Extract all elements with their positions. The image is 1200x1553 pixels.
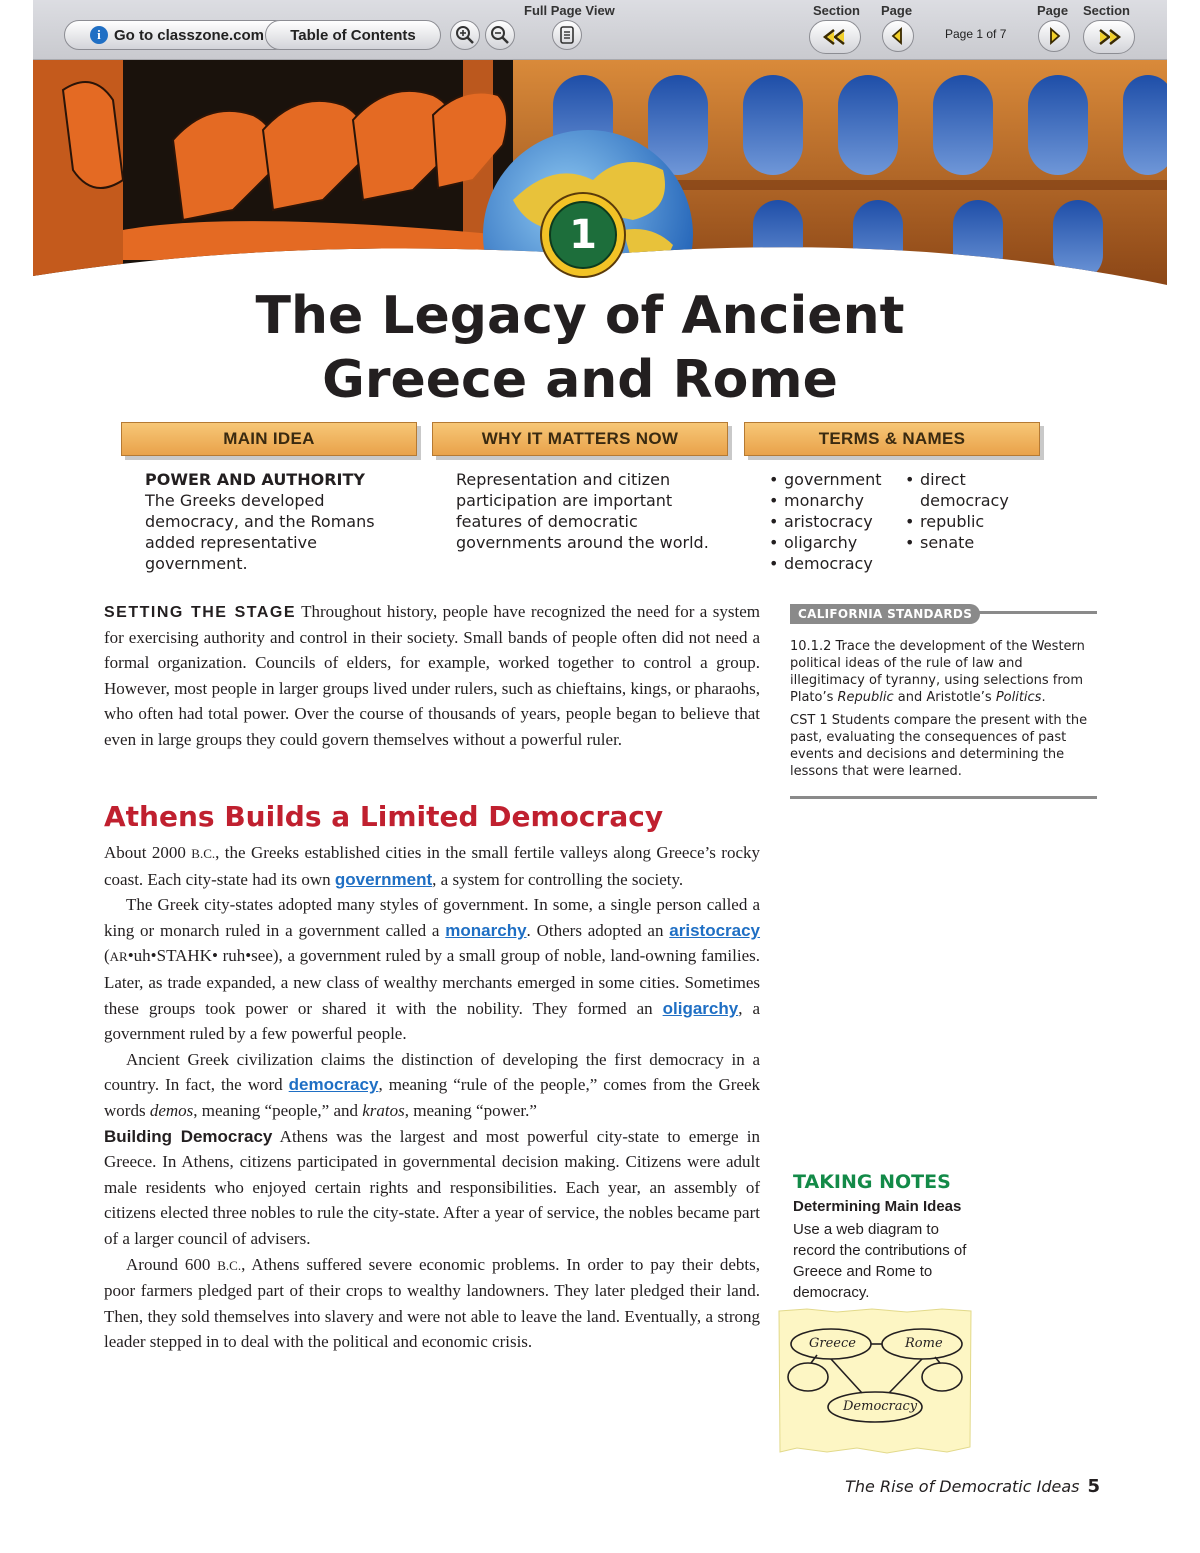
main-idea-lead: POWER AND AUTHORITY bbox=[145, 470, 365, 489]
diagram-node-greece: Greece bbox=[809, 1336, 856, 1351]
chevron-right-icon bbox=[1045, 27, 1063, 45]
term-government-link[interactable]: government bbox=[334, 869, 433, 889]
list-item: • aristocracy bbox=[767, 511, 897, 532]
text-run: About 2000 bbox=[104, 843, 192, 862]
standard-10-1-2 bbox=[790, 638, 1095, 706]
chapter-title bbox=[0, 284, 1160, 412]
text-run: , meaning “rule of the people,” comes from the Greek words bbox=[104, 1075, 761, 1120]
standards-bottom-rule bbox=[790, 796, 1097, 799]
reader-toolbar bbox=[33, 0, 1167, 60]
zoom-in-icon bbox=[455, 25, 475, 45]
book-title: Politics bbox=[995, 690, 1042, 705]
main-idea-body: The Greeks developed democracy, and the Romans added representative government. bbox=[145, 491, 375, 573]
pronunciation-stress: AR bbox=[109, 949, 128, 965]
era-abbrev: B.C. bbox=[191, 846, 216, 861]
double-chevron-right-icon bbox=[1094, 27, 1124, 47]
text-run: . Others adopted an bbox=[526, 920, 670, 940]
text-run: ( bbox=[104, 946, 110, 966]
why-it-matters-header: WHY IT MATTERS NOW bbox=[432, 422, 728, 456]
main-idea-header: MAIN IDEA bbox=[121, 422, 417, 456]
setting-the-stage bbox=[104, 599, 760, 753]
chapter-number: 1 bbox=[549, 201, 617, 269]
running-footer-title: The Rise of Democratic Ideas bbox=[845, 1477, 1080, 1496]
diagram-node-rome: Rome bbox=[905, 1336, 943, 1351]
list-item: • republic bbox=[903, 511, 1023, 532]
text-run: , Athens suffered severe economic problems. In order to pay their debts, poor farmers pledged part of their crops to wealthy landowners. They later pledged their land. Then, they sold themselves into slavery and were not able to leave the land. Eventually, a strong leader stepped in to deal with the political and economic crisis. bbox=[104, 1254, 760, 1352]
text-run: Ancient Greek civilization claims the distinction of developing the first democracy in a country. In fact, the word bbox=[104, 1049, 760, 1095]
table-of-contents-button[interactable] bbox=[265, 20, 441, 50]
term-monarchy-link[interactable]: monarchy bbox=[445, 920, 527, 940]
paragraph-3 bbox=[104, 1047, 760, 1124]
greek-word-demos: demos bbox=[149, 1100, 194, 1120]
next-section-button[interactable] bbox=[1083, 20, 1135, 54]
page-indicator: Page 1 of 7 bbox=[945, 27, 1007, 41]
list-item: • senate bbox=[903, 532, 1023, 553]
list-item: • government bbox=[767, 469, 897, 490]
pronunciation: •uh•STAHK• ruh•see) bbox=[127, 946, 279, 966]
diagram-node-democracy: Democracy bbox=[843, 1399, 918, 1414]
text-run: 10.1.2 Trace the development of the Western political ideas of the rule of law and illegitimacy of tyranny, using selections from Plato’s bbox=[790, 639, 1085, 705]
chapter-title-line2: Greece and Rome bbox=[322, 350, 838, 410]
zoom-out-icon bbox=[490, 25, 510, 45]
page-footer bbox=[800, 1476, 1100, 1497]
standards-tag: CALIFORNIA STANDARDS bbox=[790, 604, 980, 624]
section-label-right: Section bbox=[1083, 3, 1130, 18]
text-run: , a system for controlling the society. bbox=[432, 869, 684, 889]
info-icon: i bbox=[90, 26, 108, 44]
previous-page-button[interactable] bbox=[882, 20, 914, 52]
paragraph-1 bbox=[104, 840, 760, 892]
term-aristocracy-link[interactable]: aristocracy bbox=[669, 920, 761, 940]
page-number: 5 bbox=[1087, 1476, 1100, 1497]
text-run: Athens was the largest and most powerful city-state to emerge in Greece. In Athens, citizens participated in governmental decision making. Citizens were adult male residents who enjoyed certain rights and responsibilities. Each year, an assembly of citizens elected three nobles to rule the city-state. After a year of service, the nobles became part of a larger council of advisers. bbox=[104, 1126, 760, 1248]
text-run: , meaning “power.” bbox=[404, 1100, 537, 1120]
greek-word-kratos: kratos bbox=[362, 1100, 405, 1120]
paragraph-5 bbox=[104, 1252, 760, 1355]
classzone-button[interactable] bbox=[64, 20, 290, 50]
why-it-matters-text: Representation and citizen participation are important features of democratic governments around the world. bbox=[456, 470, 709, 552]
section-body bbox=[104, 840, 760, 1355]
setting-stage-lead: SETTING THE STAGE bbox=[104, 604, 297, 621]
list-item: • oligarchy bbox=[767, 532, 897, 553]
main-idea-text bbox=[145, 469, 395, 574]
text-run: and Aristotle’s bbox=[893, 690, 996, 705]
era-abbrev: B.C. bbox=[217, 1257, 242, 1273]
taking-notes-subhead: Determining Main Ideas bbox=[793, 1198, 962, 1215]
text-run: , a government ruled by a small group of noble, land-owning families. Later, as trade expanded, a new class of wealthy merchants emerged in some cities. Sometimes these groups took power or shared it with the nobility. They formed an bbox=[104, 946, 760, 1018]
text-run: , meaning “people,” and bbox=[193, 1100, 363, 1120]
standard-cst-1: CST 1 Students compare the present with the past, evaluating the consequences of past events and decisions and determining the lessons that were learned. bbox=[790, 713, 1088, 779]
setting-stage-text: Throughout history, people have recognized the need for a system for exercising authority and control in their society. Small bands of people often did not need a formal organization. Councils of elders, for example, worked together to control a group. However, most people in larger groups lived under rulers, such as chieftains, kings, or pharaohs, who often had total power. Over the course of thousands of years, people began to believe that even in large groups they could govern themselves without a powerful ruler. bbox=[104, 602, 760, 749]
terms-list-1 bbox=[767, 469, 897, 574]
section-label-left: Section bbox=[813, 3, 860, 18]
classzone-label: Go to classzone.com bbox=[113, 26, 265, 44]
web-diagram-notepad bbox=[777, 1307, 973, 1454]
zoom-out-button[interactable] bbox=[485, 20, 515, 50]
text-run: Around 600 bbox=[126, 1254, 218, 1274]
paragraph-4 bbox=[104, 1124, 760, 1252]
book-title: Republic bbox=[837, 690, 894, 705]
chevron-left-icon bbox=[889, 27, 907, 45]
section-heading: Athens Builds a Limited Democracy bbox=[104, 800, 664, 833]
taking-notes-body: Use a web diagram to record the contributions of Greece and Rome to democracy. bbox=[793, 1221, 967, 1301]
terms-list-2 bbox=[903, 469, 1023, 553]
text-run: The Greek city-states adopted many styles of government. In some, a single person called a king or monarch ruled in a government called a bbox=[104, 895, 760, 940]
paragraph-2 bbox=[104, 892, 760, 1047]
full-page-label: Full Page View bbox=[524, 3, 615, 18]
toc-label: Table of Contents bbox=[290, 26, 416, 44]
full-page-view-button[interactable] bbox=[552, 20, 582, 50]
double-chevron-left-icon bbox=[820, 27, 850, 47]
zoom-in-button[interactable] bbox=[450, 20, 480, 50]
terms-names-header: TERMS & NAMES bbox=[744, 422, 1040, 456]
previous-section-button[interactable] bbox=[809, 20, 861, 54]
taking-notes-header: TAKING NOTES bbox=[793, 1171, 951, 1193]
list-item: • democracy bbox=[767, 553, 897, 574]
list-item: • monarchy bbox=[767, 490, 897, 511]
subhead-building-democracy: Building Democracy bbox=[104, 1126, 273, 1146]
text-run: , the Greeks established cities in the small fertile valleys along Greece’s rocky coast. Each city-state had its own bbox=[104, 843, 760, 889]
chapter-title-line1: The Legacy of Ancient bbox=[255, 286, 905, 346]
term-oligarchy-link[interactable]: oligarchy bbox=[662, 998, 739, 1018]
text-run: . bbox=[1041, 690, 1046, 705]
term-democracy-link[interactable]: democracy bbox=[288, 1075, 379, 1095]
text-run: , a government ruled by a few powerful people. bbox=[104, 998, 760, 1044]
list-item: • direct democracy bbox=[903, 469, 1023, 511]
page-label-left: Page bbox=[881, 3, 913, 18]
page-label-right: Page bbox=[1037, 3, 1069, 18]
page-view-icon bbox=[558, 26, 576, 44]
next-page-button[interactable] bbox=[1038, 20, 1070, 52]
chapter-number-badge bbox=[540, 192, 626, 278]
